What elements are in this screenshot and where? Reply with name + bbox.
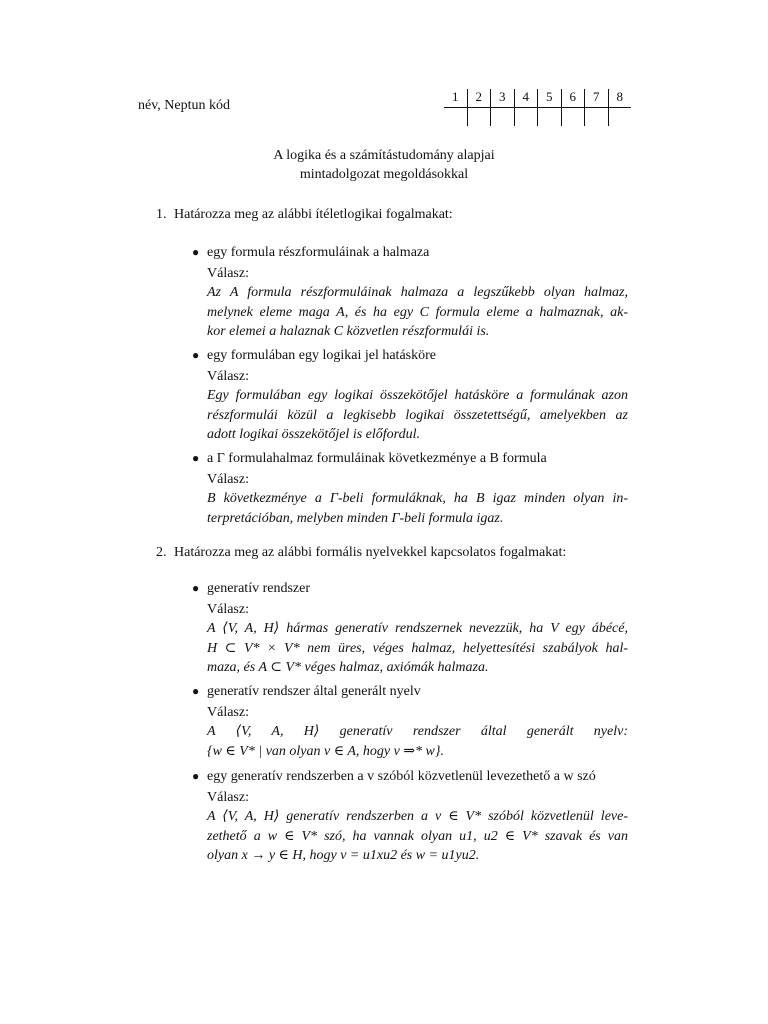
title-line: A logika és a számítástudomány alapjai (273, 148, 495, 163)
answer-line: {w ∈ V* | van olyan v ∈ A, hogy v ⇒* w}. (207, 743, 444, 759)
bullet-icon: ● (192, 451, 200, 465)
bullet-icon: ● (192, 581, 200, 595)
score-box-label: 3 (491, 89, 515, 108)
score-box-field[interactable] (491, 108, 515, 127)
answer-line: részformulái közül a legkisebb logikai összetettségű, amelyekben az (207, 407, 628, 423)
answer-line: terpretációban, melyben minden Γ-beli formula igaz. (207, 510, 504, 526)
bullet-icon: ● (192, 684, 200, 698)
answer-line: A ⟨V, A, H⟩ generatív rendszer által generált nyelv: (207, 724, 628, 739)
q1-item-1 (192, 244, 628, 342)
document-title (0, 146, 768, 184)
item-prompt: egy generatív rendszerben a v szóból közvetlenül levezethető a w szó (207, 769, 596, 784)
bullet-icon: ● (192, 245, 200, 259)
bullet-icon: ● (192, 348, 200, 362)
score-box-field[interactable] (514, 108, 538, 127)
question-number: 1. (156, 207, 167, 222)
answer-label: Válasz: (207, 266, 249, 281)
item-prompt: generatív rendszer által generált nyelv (207, 684, 421, 699)
question-1 (156, 207, 453, 223)
item-prompt: a Γ formulahalmaz formuláinak következménye a B formula (207, 451, 547, 466)
question-text: Határozza meg az alábbi formális nyelvekkel kapcsolatos fogalmakat: (174, 545, 567, 560)
answer-label: Válasz: (207, 705, 249, 720)
answer-line: H ⊂ V* × V* nem üres, véges halmaz, helyettesítési szabályok hal- (207, 640, 628, 656)
answer-label: Válasz: (207, 602, 249, 617)
question-2 (156, 545, 566, 561)
question-text: Határozza meg az alábbi ítéletlogikai fogalmakat: (174, 207, 453, 222)
subtitle-line: mintadolgozat megoldásokkal (299, 167, 469, 182)
answer-line: melynek eleme maga A, és ha egy C formula eleme a halmaznak, ak- (207, 304, 628, 320)
item-prompt: egy formulában egy logikai jel hatásköre (207, 348, 436, 363)
name-neptun-label: név, Neptun kód (138, 98, 231, 113)
score-box-label: 6 (561, 89, 585, 108)
score-box-field[interactable] (467, 108, 491, 127)
item-prompt: egy formula részformuláinak a halmaza (207, 245, 430, 260)
answer-line: A ⟨V, A, H⟩ hármas generatív rendszernek nevezzük, ha V egy ábécé, (207, 621, 628, 636)
q1-item-2 (192, 347, 628, 445)
answer-label: Válasz: (207, 369, 249, 384)
answer-text (207, 722, 628, 761)
score-box-label: 8 (608, 89, 631, 108)
score-table (444, 89, 631, 126)
score-box-field[interactable] (585, 108, 609, 127)
answer-line: zethető a w ∈ V* szó, ha vannak olyan u1, u2 ∈ V* szavak és van (207, 828, 628, 844)
item-prompt: generatív rendszer (207, 581, 310, 596)
score-box-field[interactable] (608, 108, 631, 127)
bullet-icon: ● (192, 769, 200, 783)
question-number: 2. (156, 545, 167, 560)
score-box-label: 4 (514, 89, 538, 108)
answer-text (207, 489, 628, 528)
score-box-field[interactable] (561, 108, 585, 127)
score-box-label: 1 (444, 89, 467, 108)
answer-line: A ⟨V, A, H⟩ generatív rendszerben a v ∈ V* szóból közvetlenül leve- (207, 809, 628, 824)
answer-line: kor elemei a halaznak C közvetlen részformulái is. (207, 324, 490, 339)
answer-line: Egy formulában egy logikai összekötőjel hatásköre a formulának azon (207, 388, 628, 403)
q1-item-3 (192, 450, 628, 528)
answer-line: B következménye a Γ-beli formuláknak, ha B igaz minden olyan in- (207, 491, 628, 506)
answer-label: Válasz: (207, 472, 249, 487)
answer-line: adott logikai összekötőjel is előfordul. (207, 427, 420, 442)
answer-line: Az A formula részformuláinak halmaza a legszűkebb olyan halmaz, (207, 285, 628, 300)
answer-text (207, 283, 628, 342)
answer-text (207, 386, 628, 445)
score-box-field[interactable] (444, 108, 467, 127)
q2-item-3 (192, 768, 628, 866)
score-box-label: 2 (467, 89, 491, 108)
answer-line: olyan x → y ∈ H, hogy v = u1xu2 és w = u1yu2. (207, 848, 480, 863)
score-box-label: 5 (538, 89, 562, 108)
answer-line: maza, és A ⊂ V* véges halmaz, axiómák halmaza. (207, 660, 489, 675)
score-box-label: 7 (585, 89, 609, 108)
answer-text (207, 619, 628, 678)
score-box-field[interactable] (538, 108, 562, 127)
answer-label: Válasz: (207, 790, 249, 805)
q2-item-1 (192, 580, 628, 678)
answer-text (207, 807, 628, 866)
q2-item-2 (192, 683, 628, 761)
